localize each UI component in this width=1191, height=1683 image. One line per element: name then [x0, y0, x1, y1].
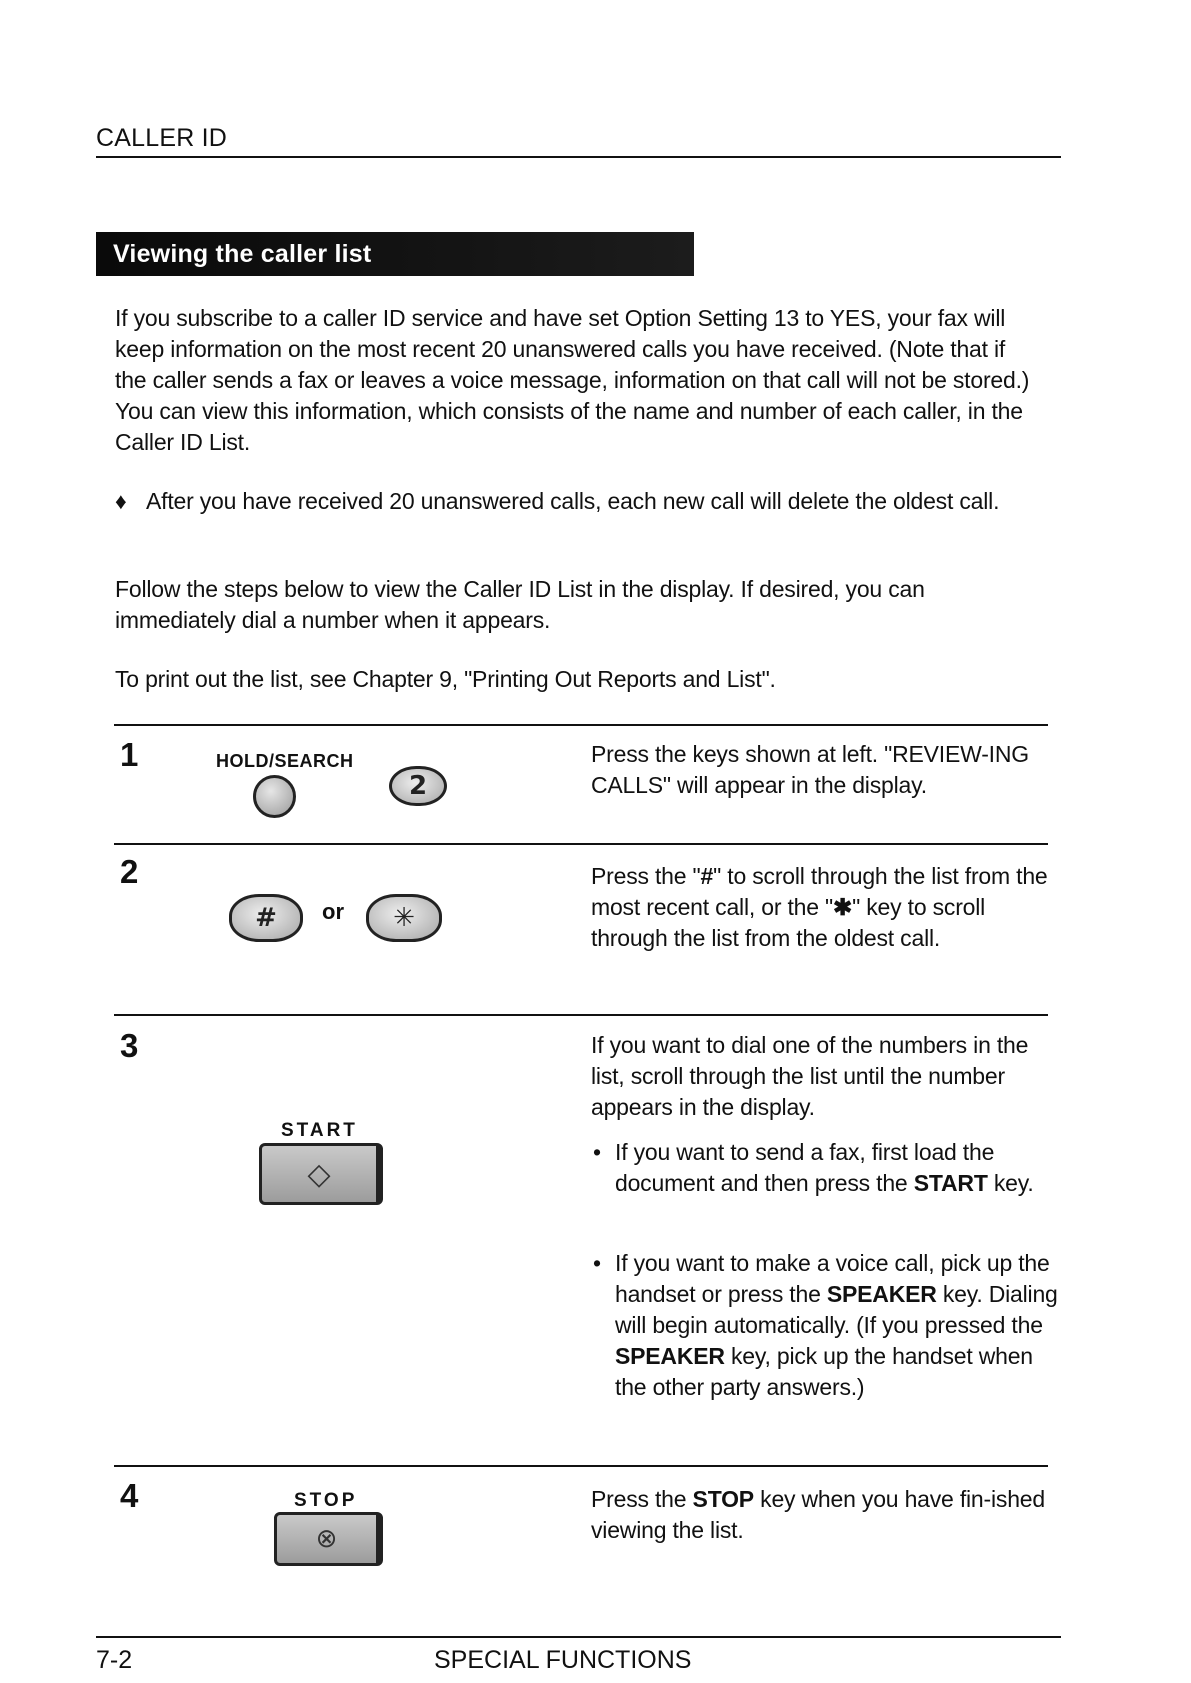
start-key-icon: ◇ — [259, 1143, 383, 1205]
chapter-title: SPECIAL FUNCTIONS — [434, 1646, 692, 1674]
page-number: 7-2 — [96, 1646, 133, 1674]
print-note: To print out the list, see Chapter 9, "Printing Out Reports and List". — [115, 666, 776, 692]
intro-bullet — [115, 486, 1035, 517]
header-rule — [96, 156, 1061, 158]
step-3-rule — [114, 1014, 1048, 1016]
step-2-description: Press the "#" to scroll through the list from the most recent call, or the "✱" key to scroll through the list from the oldest call. — [591, 863, 1048, 951]
step-2-number: 2 — [120, 853, 139, 890]
key-2-icon: 2 — [389, 766, 447, 806]
step-1-number: 1 — [120, 736, 139, 773]
intro-paragraph: If you subscribe to a caller ID service and have set Option Setting 13 to YES, your fax will keep information on the most recent 20 unanswered calls you have received. (Note that if the caller sends a fax or leaves a voice message, information on that call will not be stored.) You can view this information, which consists of the name and number of each caller, in the Caller ID List. — [115, 305, 1030, 455]
step-4-description: Press the STOP key when you have fin-ished viewing the list. — [591, 1486, 1045, 1543]
running-header: CALLER ID — [96, 124, 228, 152]
hold-search-label: HOLD/SEARCH — [216, 751, 354, 771]
bullet-dot-icon: • — [593, 1139, 601, 1165]
bullet-dot-icon: • — [593, 1250, 601, 1276]
step-4-rule — [114, 1465, 1048, 1467]
diamond-bullet-icon: ♦ — [115, 488, 127, 514]
step-3-bullet-fax: • If you want to send a fax, first load the document and then press the START key. — [593, 1139, 1034, 1196]
step-3-bullet-voice: • If you want to make a voice call, pick up the handset or press the SPEAKER key. Dialing will begin automatically. (If you pressed the SPEAKER key, pick up the handset when the other party answers.) — [593, 1250, 1058, 1400]
follow-paragraph: Follow the steps below to view the Caller ID List in the display. If desired, you can immediately dial a number when it appears. — [115, 576, 925, 633]
step-3-description: If you want to dial one of the numbers in the list, scroll through the list until the number appears in the display. — [591, 1032, 1029, 1120]
step-3-number: 3 — [120, 1027, 139, 1064]
or-label: or — [322, 899, 344, 924]
step-4-number: 4 — [120, 1477, 139, 1514]
step-1-rule — [114, 724, 1048, 726]
stop-key-icon: ⊗ — [274, 1512, 383, 1566]
intro-bullet-text: After you have received 20 unanswered calls, each new call will delete the oldest call. — [146, 488, 1000, 514]
star-key-icon: ✳ — [366, 894, 442, 942]
hold-search-key-icon — [253, 775, 296, 818]
section-title: Viewing the caller list — [96, 232, 694, 276]
footer-rule — [96, 1636, 1061, 1638]
stop-label: STOP — [294, 1490, 358, 1511]
step-1-description: Press the keys shown at left. "REVIEW-ING CALLS" will appear in the display. — [591, 741, 1029, 798]
step-2-rule — [114, 843, 1048, 845]
hash-key-icon: # — [229, 894, 303, 942]
start-label: START — [281, 1120, 358, 1141]
